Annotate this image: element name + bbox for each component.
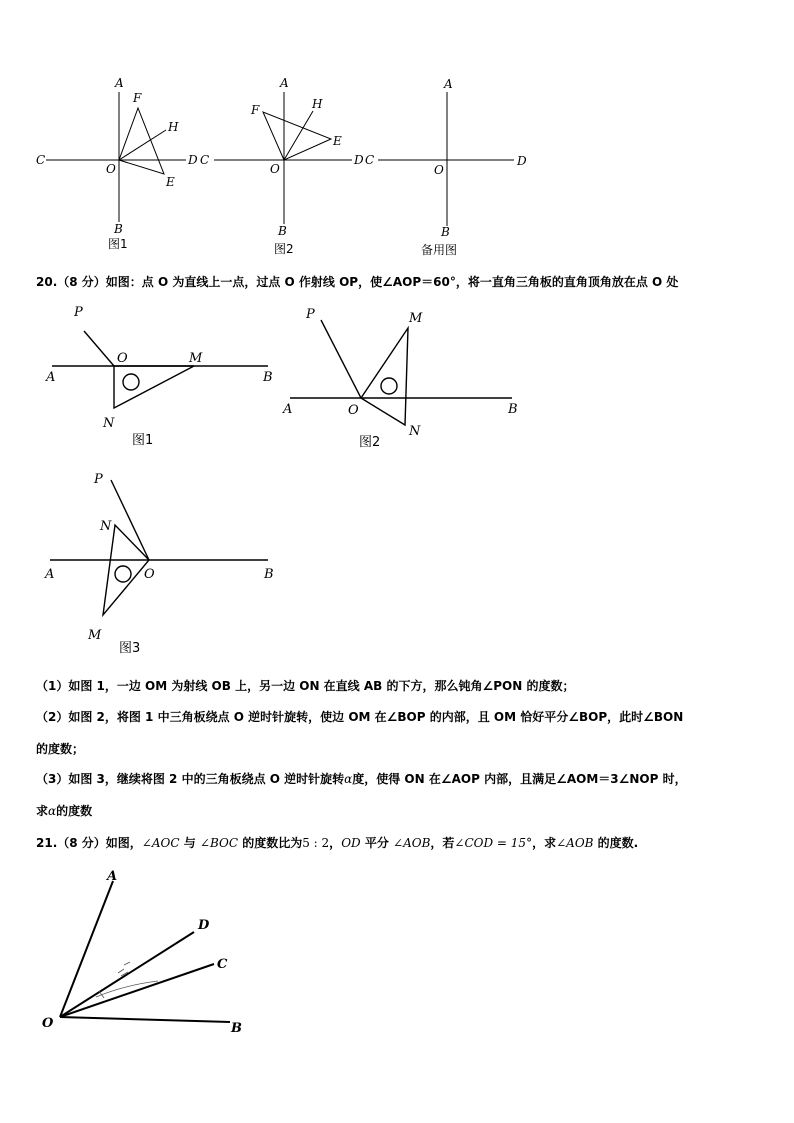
q20-fig3-hole [115,566,131,582]
fig1-label-f: F [133,91,142,105]
fig1-ray-oh [119,130,166,160]
q20-part3-line1 [36,770,687,787]
fig2-label-o: O [270,162,280,176]
q20-fig3-label-a: A [45,567,55,582]
q21-angle-aoc: ∠AOC [141,836,180,850]
fig2-label-b: B [278,224,287,238]
q20-figures [0,290,794,660]
q20-fig1-label-o: O [117,351,128,366]
q20-fig2-label-p: P [306,307,315,322]
fig2-label-d: D [354,153,364,167]
q21-ray-ob [60,1017,230,1022]
q20-fig2-label-a: A [283,402,293,417]
fig2-label-h: H [312,97,323,111]
q21-if: ，若 [430,836,455,850]
q21-angle-aob-2: ∠AOB [556,836,594,850]
q20-fig1-caption: 图1 [132,433,154,448]
q21-and: 与 [179,836,200,850]
q21-sep: ， [329,836,342,850]
q21-figure [0,860,794,1060]
q20-fig3-label-m: M [88,628,102,643]
q20-fig1-label-b: B [263,370,273,385]
q20-fig1-label-p: P [74,305,83,320]
q20-fig2-ray-op [321,320,361,398]
q21-end: 的度数. [593,836,639,850]
q20-part2-line2: 的度数； [36,742,85,756]
fig1-label-b: B [114,222,123,236]
fig2-label-c: C [200,153,210,167]
fig3-label-c: C [365,153,375,167]
q21-ray-oa [60,881,113,1017]
fig3-label-a: A [444,77,453,91]
q20-part3-text-c: 求 [36,804,49,818]
q21-od: OD [341,836,361,850]
q21-label-a: A [107,869,118,884]
fig1-label-o: O [106,162,116,176]
q21-label-d: D [198,918,210,933]
q20-fig1-label-n: N [103,416,115,431]
fig3-label-b: B [441,225,450,239]
fig1-label-a: A [115,76,124,90]
q20-fig2-label-n: N [409,424,421,439]
q20-fig1-label-m: M [189,351,203,366]
fig1-label-c: C [36,153,46,167]
fig1-label-d: D [188,153,198,167]
q21-stem [36,834,638,851]
q20-part3-line2 [36,802,92,819]
fig3-caption: 备用图 [421,243,458,257]
q20-fig1-triangle [114,366,194,408]
q20-fig3-caption: 图3 [119,641,141,656]
q20-fig3-label-n: N [100,519,112,534]
fig2-label-f: F [251,103,260,117]
fig2-label-a: A [280,76,289,90]
q20-fig2-label-m: M [409,311,423,326]
q21-label-o: O [42,1016,54,1031]
q20-fig2-hole [381,378,397,394]
q21-angle-aob: ∠AOB [393,836,431,850]
q20-fig3-label-o: O [144,567,155,582]
q20-fig2-label-o: O [348,403,359,418]
alpha-symbol: α [344,772,353,786]
q21-ray-oc [60,964,214,1017]
alpha-symbol-2: α [48,804,57,818]
fig2-ray-oh [284,111,313,160]
q21-prefix: 21.（8 分）如图， [36,836,142,850]
q21-label-c: C [217,957,228,972]
q20-part2-line1: （2）如图 2，将图 1 中三角板绕点 O 逆时针旋转，使边 OM 在∠BOP 的内部，且 OM 恰好平分∠BOP，此时∠BON [36,710,684,724]
fig3-label-o: O [434,163,444,177]
q20-fig1-ray-op [84,331,114,366]
q20-part3-text-a: （3）如图 3，继续将图 2 中的三角板绕点 O 逆时针旋转 [36,772,345,786]
q21-ray-od [60,932,194,1017]
q20-part3-text-d: 的度数 [56,804,93,818]
q20-fig3-label-p: P [94,472,103,487]
q21-ratio-text: 的度数比为 [238,836,303,850]
q20-fig3-ray-op [111,480,149,560]
q20-fig2-triangle [361,328,408,425]
q20-fig1-label-a: A [46,370,56,385]
q20-fig2-label-b: B [508,402,518,417]
q20-part3-text-b: 度，使得 ON 在∠AOP 内部，且满足∠AOM＝3∠NOP 时， [352,772,687,786]
q21-bisects: 平分 [360,836,394,850]
fig2-label-e: E [333,134,342,148]
q20-fig3-triangle [103,525,149,615]
fig3-label-d: D [517,154,527,168]
q19-figures [0,0,794,270]
q21-angle-boc: ∠BOC [199,836,239,850]
fig1-label-h: H [168,120,179,134]
q21-cod-eq: ∠COD = 15° [454,836,533,850]
q21-ask: ，求 [532,836,557,850]
q20-part1: （1）如图 1，一边 OM 为射线 OB 上，另一边 ON 在直线 AB 的下方，那么钝角∠PON 的度数； [36,679,575,693]
fig1-caption: 图1 [108,237,128,251]
fig1-triangle [119,108,164,174]
q20-stem: 20.（8 分）如图：点 O 为直线上一点，过点 O 作射线 OP，使∠AOP＝60°，将一直角三角板的直角顶角放在点 O 处 [36,275,679,289]
fig1-label-e: E [166,175,175,189]
fig2-triangle [263,112,331,160]
q20-fig3-label-b: B [264,567,274,582]
q21-ratio: 5 : 2 [302,836,330,850]
q20-fig1-hole [123,374,139,390]
q20-fig2-caption: 图2 [359,435,381,450]
fig2-caption: 图2 [274,242,294,256]
q21-label-b: B [231,1021,242,1036]
